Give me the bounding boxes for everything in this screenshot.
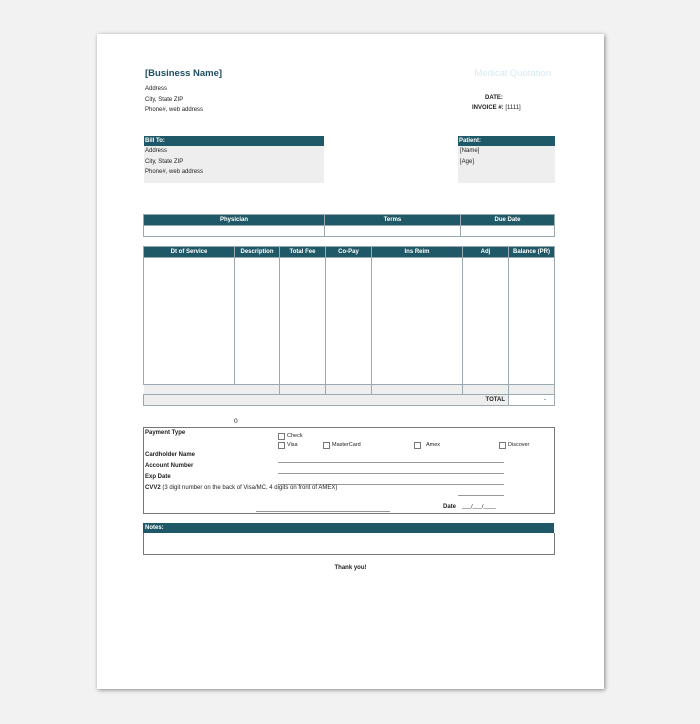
account-label: Account Number: [145, 463, 194, 469]
bill-to-phone: Phone#, web address: [145, 169, 204, 175]
exp-date-label: Exp Date: [145, 474, 171, 480]
payment-type-label: Payment Type: [145, 430, 186, 436]
dt-of-service-cell[interactable]: [144, 258, 235, 385]
description-cell[interactable]: [235, 258, 280, 385]
cardholder-label: Cardholder Name: [145, 452, 196, 458]
visa-label: Visa: [287, 442, 298, 448]
bill-to-address: Address: [145, 148, 168, 154]
bill-to-header: Bill To:: [144, 136, 324, 146]
cvv-title: CVV2: [145, 485, 161, 491]
mastercard-label: MasterCard: [332, 442, 361, 448]
co-pay-cell[interactable]: [326, 258, 372, 385]
total-value: -: [509, 395, 555, 406]
cvv-label: [145, 485, 337, 491]
patient-body: [458, 146, 555, 183]
date-label: DATE:: [485, 95, 503, 101]
gap-adj: [463, 385, 509, 395]
gap-balance: [509, 385, 555, 395]
document-title: Medical Quotation: [474, 68, 551, 79]
physician-cell[interactable]: [144, 226, 325, 237]
service-table: [143, 246, 555, 406]
notes-body[interactable]: [143, 533, 555, 555]
adj-cell[interactable]: [463, 258, 509, 385]
discover-label: Discover: [508, 442, 530, 448]
amex-label: Amex: [426, 442, 441, 448]
amex-checkbox[interactable]: [414, 442, 421, 449]
physician-table: [143, 214, 555, 237]
invoice-label: INVOICE #:: [472, 105, 504, 111]
terms-header: Terms: [325, 215, 461, 226]
due-date-cell[interactable]: [461, 226, 555, 237]
discover-checkbox[interactable]: [499, 442, 506, 449]
physician-header: Physician: [144, 215, 325, 226]
gap-ins-reim: [372, 385, 463, 395]
gap-filler: [144, 385, 280, 395]
patient-header: Patient:: [458, 136, 555, 146]
patient-age: [Age]: [460, 158, 475, 165]
col-description: Description: [235, 247, 280, 258]
cvv-note: (3 digit number on the back of Visa/MC, 4 digits on front of AMEX): [162, 485, 338, 491]
terms-cell[interactable]: [325, 226, 461, 237]
visa-checkbox[interactable]: [278, 442, 285, 449]
patient-name: [Name]: [460, 148, 480, 154]
col-co-pay: Co-Pay: [326, 247, 372, 258]
due-date-header: Due Date: [461, 215, 555, 226]
total-fee-cell[interactable]: [280, 258, 326, 385]
invoice-number: [472, 105, 521, 111]
signature-line[interactable]: [256, 511, 390, 512]
notes-header: Notes:: [143, 523, 554, 533]
ins-reim-cell[interactable]: [372, 258, 463, 385]
total-label: TOTAL: [144, 395, 509, 406]
bill-to-body: [144, 146, 324, 183]
business-city: City, State ZIP: [145, 96, 184, 103]
col-total-fee: Total Fee: [280, 247, 326, 258]
account-line[interactable]: [278, 473, 504, 474]
business-address-block: [145, 84, 203, 116]
mastercard-checkbox[interactable]: [323, 442, 330, 449]
quotation-page: [97, 34, 604, 689]
col-dt-of-service: Dt of Service: [144, 247, 235, 258]
zero-value: 0: [234, 418, 238, 425]
col-ins-reim: Ins Reim: [372, 247, 463, 258]
col-adj: Adj: [463, 247, 509, 258]
payment-section: [143, 427, 555, 514]
check-label: Check: [287, 433, 303, 439]
date-placeholder[interactable]: ___/___/____: [462, 504, 496, 510]
balance-cell[interactable]: [509, 258, 555, 385]
cvv-line[interactable]: [458, 495, 504, 496]
gap-co-pay: [326, 385, 372, 395]
check-checkbox[interactable]: [278, 433, 285, 440]
thank-you: Thank you!: [334, 565, 367, 571]
col-balance: Balance (PR): [509, 247, 555, 258]
business-name: [Business Name]: [145, 68, 223, 79]
business-address: Address: [145, 86, 168, 92]
invoice-value: [1111]: [505, 105, 521, 111]
cardholder-line[interactable]: [278, 462, 504, 463]
bill-to-city: City, State ZIP: [145, 158, 184, 165]
business-phone: Phone#, web address: [145, 107, 204, 113]
gap-total-fee: [280, 385, 326, 395]
date-field-label: Date: [443, 504, 457, 510]
